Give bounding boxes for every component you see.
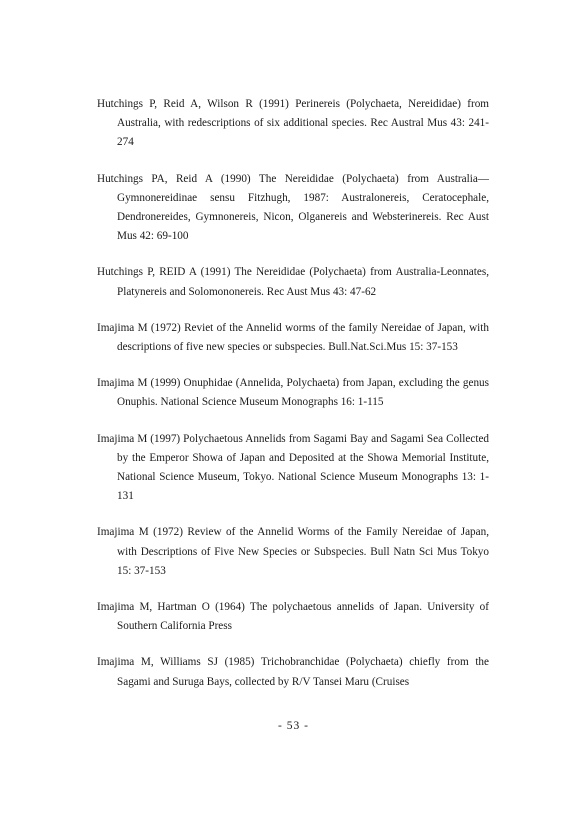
reference-entry: Hutchings P, REID A (1991) The Nereididae (Polychaeta) from Australia-Leonnates, Platynereis and Solomononereis. Rec Aust Mus 43: 47-62 <box>97 266 489 298</box>
reference-entry: Imajima M, Williams SJ (1985) Trichobranchidae (Polychaeta) chiefly from the Sagami and Suruga Bays, collected by R/V Tansei Maru (Cruises <box>97 656 489 688</box>
reference-entry: Imajima M (1999) Onuphidae (Annelida, Polychaeta) from Japan, excluding the genus Onuphis. National Science Museum Monographs 16: 1-115 <box>97 377 489 409</box>
reference-entry: Imajima M (1997) Polychaetous Annelids from Sagami Bay and Sagami Sea Collected by the Emperor Showa of Japan and Deposited at the Showa Memorial Institute, National Science Museum, Tokyo. National Science Museum Monographs 13: 1-131 <box>97 432 489 503</box>
reference-entry: Hutchings P, Reid A, Wilson R (1991) Perinereis (Polychaeta, Nereididae) from Australia, with redescriptions of six additional species. Rec Austral Mus 43: 241-274 <box>97 98 489 149</box>
reference-entry: Imajima M (1972) Reviet of the Annelid worms of the family Nereidae of Japan, with descriptions of five new species or subspecies. Bull.Nat.Sci.Mus 15: 37-153 <box>97 321 489 354</box>
reference-entry: Hutchings PA, Reid A (1990) The Nereididae (Polychaeta) from Australia—Gymnonereidinae sensu Fitzhugh, 1987: Australonereis, Ceratocephale, Dendronereides, Gymnonereis, Nicon, Olganereis and Websterinereis. Rec Aust Mus 42: 69-100 <box>97 172 489 243</box>
reference-list <box>97 95 489 709</box>
page-number: - 53 - <box>278 720 309 732</box>
reference-entry: Imajima M (1972) Review of the Annelid Worms of the Family Nereidae of Japan, with Descriptions of Five New Species or Subspecies. Bull Natn Sci Mus Tokyo 15: 37-153 <box>97 526 489 577</box>
reference-entry: Imajima M, Hartman O (1964) The polychaetous annelids of Japan. University of Southern California Press <box>97 601 489 633</box>
